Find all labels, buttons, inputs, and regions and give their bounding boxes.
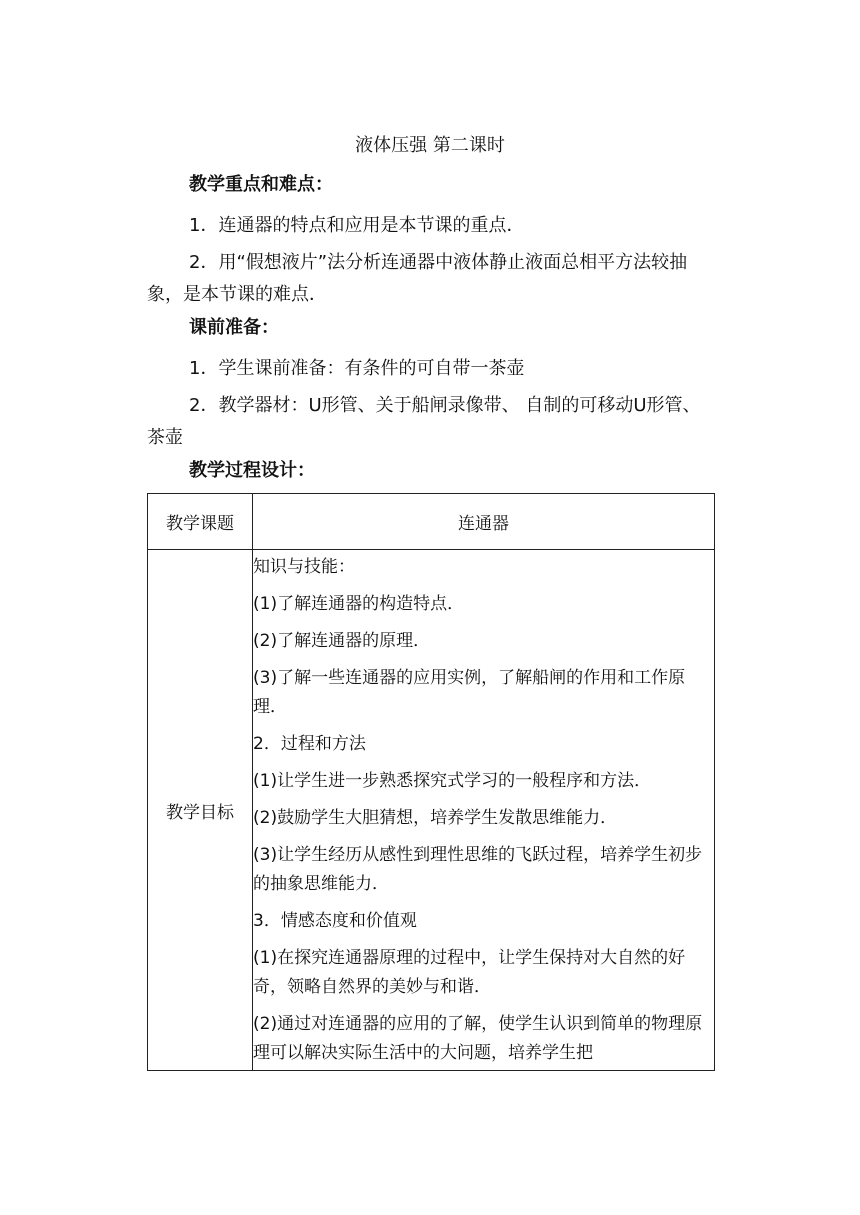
document-title: 液体压强 第二课时 — [355, 135, 505, 156]
lesson-table — [147, 493, 715, 1071]
objectives-label-cell: 教学目标 — [148, 550, 253, 1071]
objectives-content-cell — [253, 550, 715, 1071]
objective-line: 2．过程和方法 — [253, 733, 366, 754]
heading-preparation: 课前准备： — [189, 317, 279, 338]
topic-label-cell: 教学课题 — [148, 494, 253, 550]
objective-line: 3．情感态度和价值观 — [253, 910, 417, 931]
topic-value-cell: 连通器 — [253, 494, 715, 550]
objective-line: (2)鼓励学生大胆猜想，培养学生发散思维能力． — [253, 807, 618, 828]
table-row — [148, 494, 715, 550]
preparation-1: 1．学生课前准备：有条件的可自带一茶壶 — [189, 358, 525, 379]
objective-line: (1)让学生进一步熟悉探究式学习的一般程序和方法． — [253, 770, 652, 791]
key-point-2: 2．用“假想液片”法分析连通器中液体静止液面总相平方法较抽象，是本节课的难点． — [147, 252, 688, 305]
objective-line: (3)让学生经历从感性到理性思维的飞跃过程，培养学生初步的抽象思维能力． — [253, 844, 703, 894]
preparation-2: 2．教学器材：U形管、关于船闸录像带、 自制的可移动U形管、茶壶 — [147, 395, 701, 448]
heading-process-design: 教学过程设计： — [189, 460, 315, 481]
objective-line: (1)了解连通器的构造特点． — [253, 593, 465, 614]
heading-key-points: 教学重点和难点： — [189, 174, 333, 195]
objective-line: (2)通过对连通器的应用的了解，使学生认识到简单的物理原理可以解决实际生活中的大问题，培养学生把 — [253, 1013, 703, 1063]
table-row — [148, 550, 715, 1071]
objective-line: 知识与技能： — [253, 556, 355, 577]
key-point-1: 1．连通器的特点和应用是本节课的重点． — [189, 215, 525, 236]
objective-line: (1)在探究连通器原理的过程中，让学生保持对大自然的好奇，领略自然界的美妙与和谐． — [253, 947, 686, 997]
objective-line: (2)了解连通器的原理． — [253, 630, 431, 651]
objective-line: (3)了解一些连通器的应用实例，了解船闸的作用和工作原理． — [253, 667, 686, 717]
